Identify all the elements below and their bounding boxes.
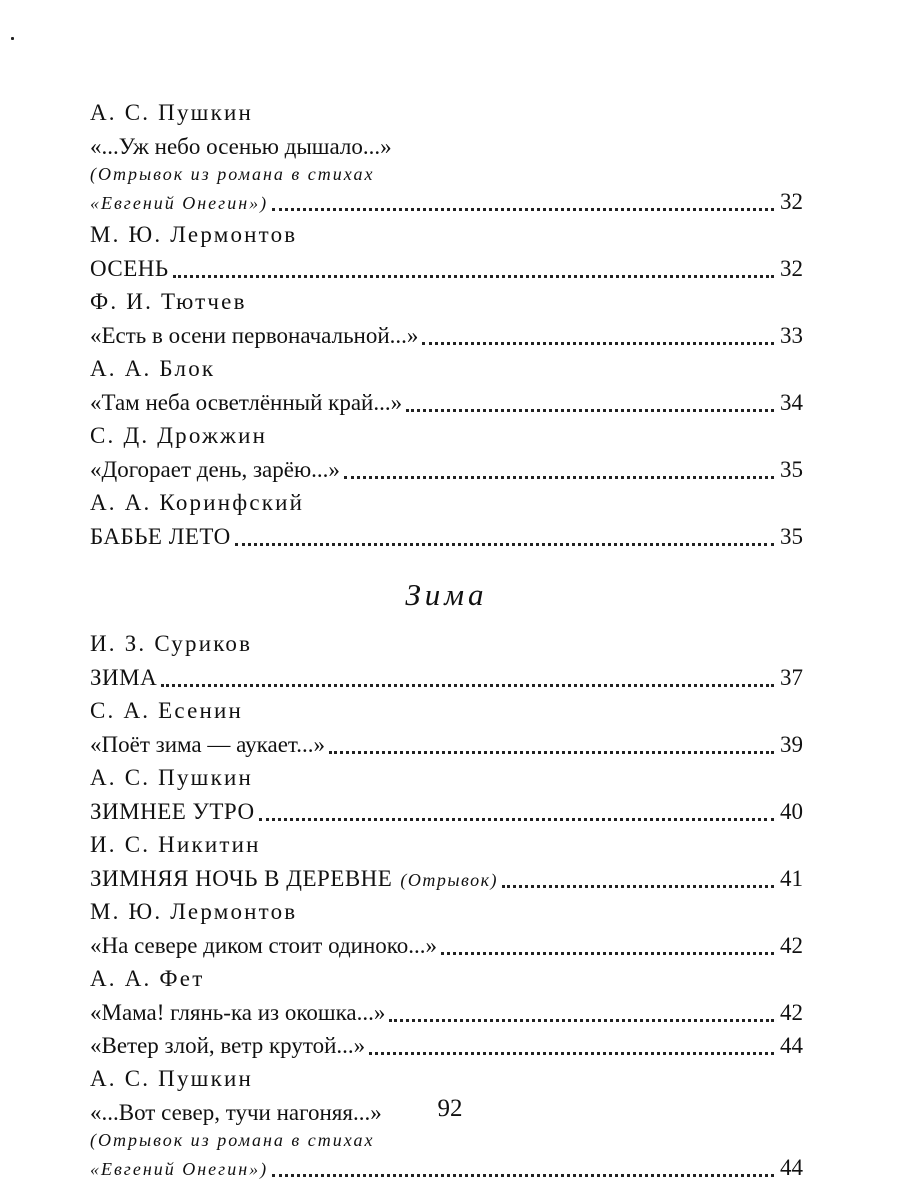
poem-title-intro[interactable]: «...Вот север, тучи нагоняя...» [90,1100,382,1125]
excerpt-note: (Отрывок) [400,870,499,890]
author-esenin: С. А. Есенин [90,698,244,723]
page-ref: 44 [780,1155,803,1180]
page-ref: 32 [780,189,803,214]
excerpt-note [90,163,803,218]
page-ref: 35 [780,524,803,549]
dot-leader [344,476,774,479]
page-ref: 37 [780,665,803,690]
toc-entry[interactable] [90,319,803,352]
toc-entry[interactable] [90,453,803,486]
page-mark [11,37,14,40]
excerpt-note [90,1129,803,1184]
excerpt-note-line: (Отрывок из романа в стихах [90,164,375,184]
poem-title: «Догорает день, зарёю...» [90,457,340,482]
dot-leader [389,1019,774,1022]
table-of-contents [90,96,803,1184]
author-pushkin: А. С. Пушкин [90,100,253,125]
page-ref: 34 [780,390,803,415]
page-ref: 42 [780,933,803,958]
author-lermontov: М. Ю. Лермонтов [90,222,298,247]
poem-title: «Ветер злой, ветр крутой...» [90,1033,366,1058]
page-ref: 40 [780,799,803,824]
dot-leader [441,952,774,955]
excerpt-note-line: «Евгений Онегин») [90,193,269,213]
toc-entry[interactable] [90,795,803,828]
toc-entry[interactable] [90,252,803,285]
section-title-winter: Зима [405,577,488,612]
poem-title: ЗИМНЕЕ УТРО [90,799,255,824]
poem-title: «На севере диком стоит одиноко...» [90,933,438,958]
dot-leader [406,409,774,412]
dot-leader [272,208,774,211]
toc-entry[interactable] [90,1029,803,1062]
poem-title: ОСЕНЬ [90,256,169,281]
toc-entry[interactable] [90,996,803,1029]
dot-leader [235,543,774,546]
dot-leader [502,885,774,888]
poem-title: «Есть в осени первоначальной...» [90,323,419,348]
toc-entry[interactable] [90,520,803,553]
page-ref: 32 [780,256,803,281]
page-ref: 41 [780,866,803,891]
page-ref: 33 [780,323,803,348]
toc-entry[interactable] [90,185,803,218]
page-number: 92 [437,1095,463,1122]
poem-title: «Там неба осветлённый край...» [90,390,403,415]
page-ref: 35 [780,457,803,482]
dot-leader [272,1174,774,1177]
page-ref: 39 [780,732,803,757]
dot-leader [422,342,774,345]
toc-entry[interactable] [90,661,803,694]
author-surikov: И. З. Суриков [90,631,253,656]
author-pushkin: А. С. Пушкин [90,765,253,790]
toc-entry[interactable] [90,386,803,419]
poem-title: БАБЬЕ ЛЕТО [90,524,231,549]
dot-leader [259,818,774,821]
author-nikitin: И. С. Никитин [90,832,261,857]
dot-leader [161,684,774,687]
author-blok: А. А. Блок [90,356,216,381]
dot-leader [173,275,774,278]
author-pushkin: А. С. Пушкин [90,1066,253,1091]
poem-title: ЗИМНЯЯ НОЧЬ В ДЕРЕВНЕ [90,866,393,891]
dot-leader [329,751,774,754]
author-drozhzhin: С. Д. Дрожжин [90,423,268,448]
author-fet: А. А. Фет [90,966,205,991]
page-ref: 44 [780,1033,803,1058]
dot-leader [369,1052,774,1055]
author-korinfsky: А. А. Коринфский [90,490,305,515]
excerpt-note-line: «Евгений Онегин») [90,1159,269,1179]
toc-entry[interactable] [90,862,803,895]
poem-title: «Мама! глянь-ка из окошка...» [90,1000,386,1025]
poem-title: «Поёт зима — аукает...» [90,732,325,757]
toc-entry[interactable] [90,929,803,962]
toc-entry[interactable] [90,1151,803,1184]
toc-entry[interactable] [90,728,803,761]
poem-title-with-note [90,862,498,897]
poem-title: ЗИМА [90,665,158,690]
excerpt-note-line: (Отрывок из романа в стихах [90,1130,375,1150]
author-tyutchev: Ф. И. Тютчев [90,289,247,314]
author-lermontov: М. Ю. Лермонтов [90,899,298,924]
poem-title-intro[interactable]: «...Уж небо осенью дышало...» [90,134,392,159]
page-ref: 42 [780,1000,803,1025]
